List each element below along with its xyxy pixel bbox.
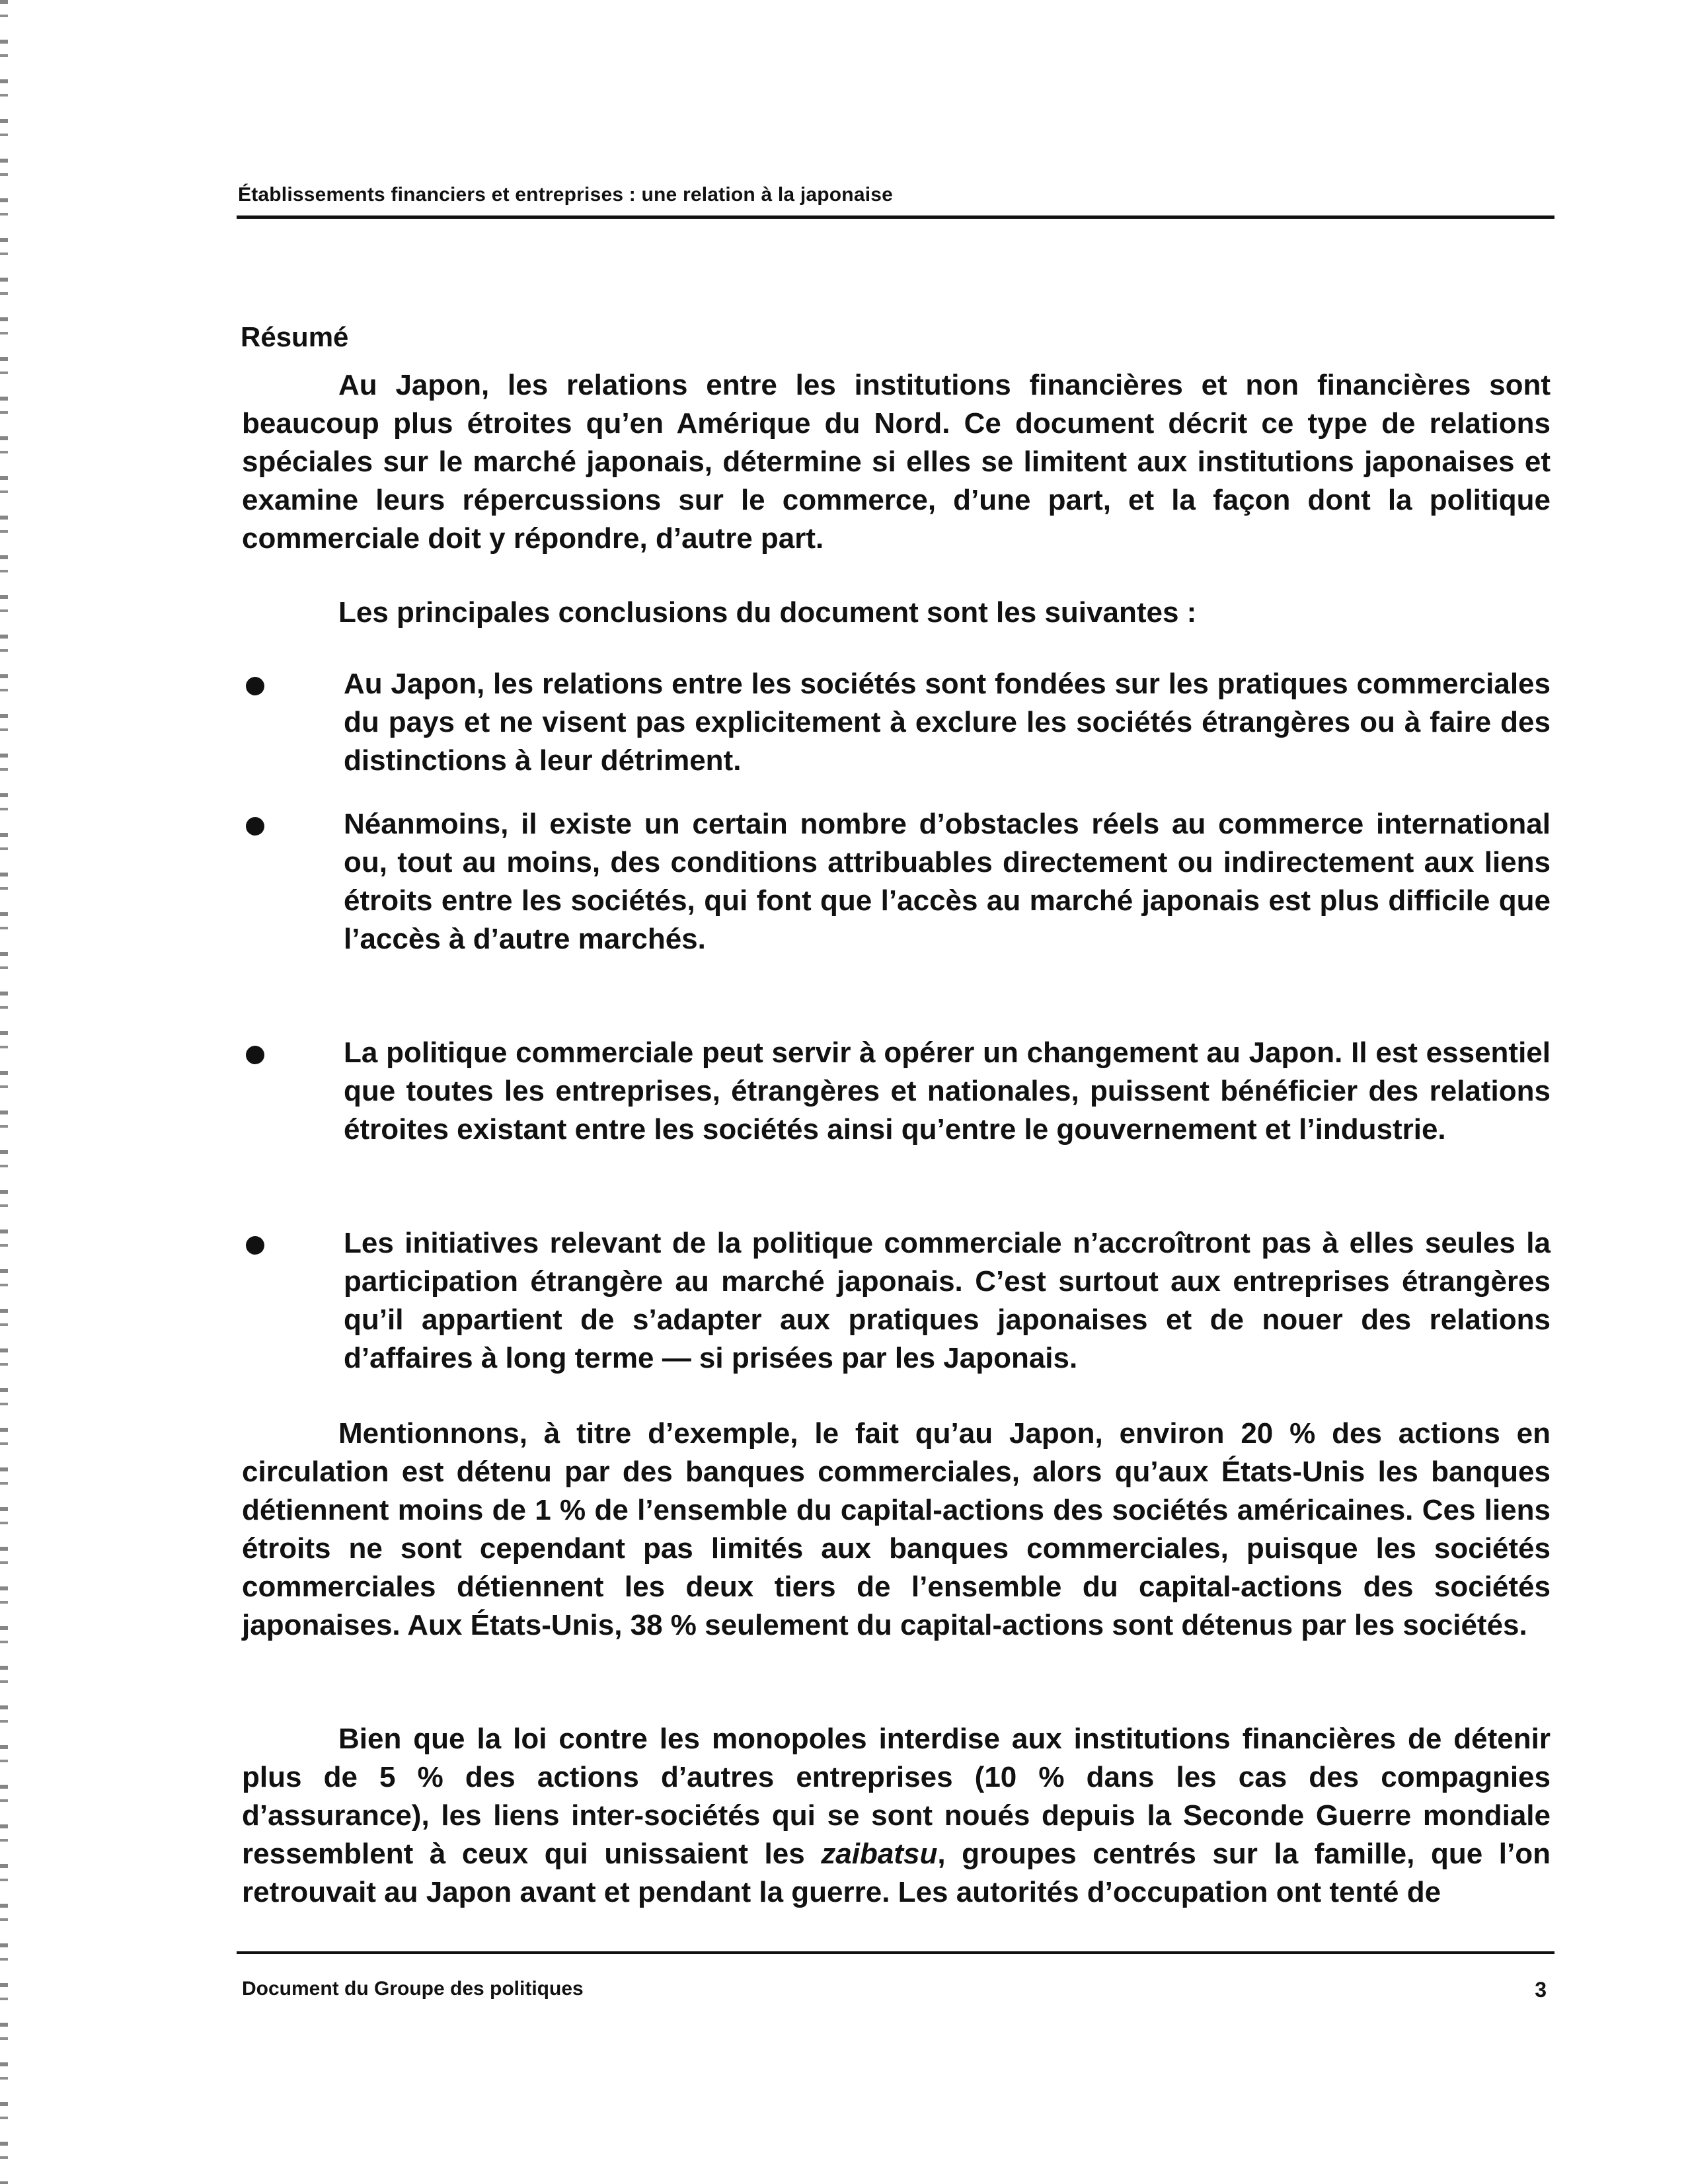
footer-publication: Document du Groupe des politiques xyxy=(242,1978,584,2000)
paragraph-intro: Au Japon, les relations entre les institutions financières et non financières sont beaucoup plus étroites qu’en Amérique du Nord. Ce document décrit ce type de relations spéciales sur le marché japonais, détermine si elles se limitent aux institutions japonaises et examine leurs répercussions sur le commerce, d’une part, et la façon dont la politique commerciale doit y répondre, d’autre part. xyxy=(242,369,1551,555)
bullet-text: Au Japon, les relations entre les sociétés sont fondées sur les pratiques commerciales du pays et ne visent pas explicitement à exclure les sociétés étrangères ou à faire des distinctions à leur détriment. xyxy=(344,668,1551,777)
paragraph-text-part: Bien que la loi contre les monopoles interdise aux institutions financières de détenir plus de 5 % des actions d’autres entreprises (10 % dans les cas des compagnies d’assurance), les liens inter-sociétés qui se sont noués depuis la Seconde Guerre mondiale ressemblent à ceux qui unissaient les xyxy=(242,1723,1551,1870)
italic-term: zaibatsu xyxy=(821,1838,938,1870)
header-rule xyxy=(237,215,1554,219)
bullet-icon xyxy=(246,817,264,836)
bullet-item xyxy=(242,805,1551,958)
scan-edge-artifact xyxy=(0,0,8,2184)
bullet-icon xyxy=(246,1236,264,1255)
footer-rule xyxy=(237,1951,1554,1954)
running-header: Établissements financiers et entreprises : une relation à la japonaise xyxy=(238,184,894,206)
bullet-item xyxy=(242,665,1551,780)
bullet-icon xyxy=(246,1046,264,1064)
bullet-text: Néanmoins, il existe un certain nombre d’obstacles réels au commerce international ou, tout au moins, des conditions attribuables directement ou indirectement aux liens étroits entre les sociétés, qui font que l’accès au marché japonais est plus difficile que l’accès à d’autre marchés. xyxy=(344,808,1551,955)
paragraph-example: Mentionnons, à titre d’exemple, le fait qu’au Japon, environ 20 % des actions en circulation est détenu par des banques commerciales, alors qu’aux États-Unis les banques détiennent moins de 1 % de l’ensemble du capital-actions des sociétés américaines. Ces liens étroits ne sont cependant pas limités aux banques commerciales, puisque les sociétés commerciales détiennent les deux tiers de l’ensemble du capital-actions des sociétés japonaises. Aux États-Unis, 38 % seulement du capital-actions sont détenus par les sociétés. xyxy=(242,1417,1551,1641)
page-number: 3 xyxy=(1535,1978,1547,2002)
bullet-text: La politique commerciale peut servir à opérer un changement au Japon. Il est essentiel que toutes les entreprises, étrangères et nationales, puissent bénéficier des relations étroites existant entre les sociétés ainsi qu’entre le gouvernement et l’industrie. xyxy=(344,1036,1551,1146)
bullet-item xyxy=(242,1034,1551,1149)
bullet-text: Les initiatives relevant de la politique commerciale n’accroîtront pas à elles seules la participation étrangère au marché japonais. C’est surtout aux entreprises étrangères qu’il appartient de s’adapter aux pratiques japonaises et de nouer des relations d’affaires à long terme — si prisées par les Japonais. xyxy=(344,1227,1551,1374)
paragraph-text-part: , groupes centrés sur la famille, que l’on retrouvait au Japon avant et pendant la guerre. Les autorités d’occupation ont tenté de xyxy=(242,1838,1551,1908)
paragraph-monopoly-law xyxy=(242,1720,1551,1912)
paragraph-conclusions-lead: Les principales conclusions du document sont les suivantes : xyxy=(338,596,1197,629)
section-title: Résumé xyxy=(241,321,349,352)
bullet-item xyxy=(242,1224,1551,1378)
bullet-icon xyxy=(246,677,264,695)
